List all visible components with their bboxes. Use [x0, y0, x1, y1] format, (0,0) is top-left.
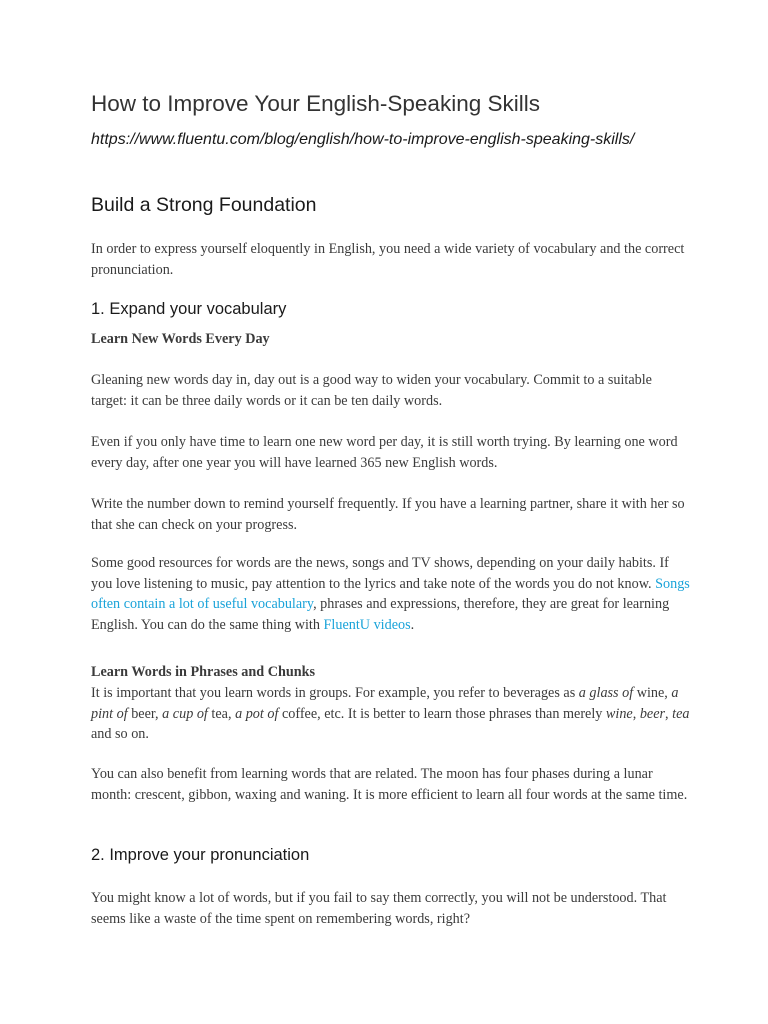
fluentu-videos-link[interactable]: FluentU videos [323, 616, 411, 633]
paragraph-one-word: Even if you only have time to learn one new word per day, it is still worth trying. By learning one word every day, after one year you will have learned 365 new English words. [91, 434, 678, 471]
paragraph-pronunciation: You might know a lot of words, but if you fail to say them correctly, you will not be understood. That seems like a waste of the time spent on remembering words, right? [91, 890, 667, 927]
paragraph-write-number: Write the number down to remind yourself frequently. If you have a learning partner, share it with her so that she can check on your progress. [91, 496, 685, 533]
section-heading: Build a Strong Foundation [91, 194, 317, 216]
source-url: https://www.fluentu.com/blog/english/how-to-improve-english-speaking-skills/ [91, 131, 635, 148]
step1-heading: 1. Expand your vocabulary [91, 300, 287, 318]
paragraph-gleaning: Gleaning new words day in, day out is a good way to widen your vocabulary. Commit to a suitable target: it can be three daily words or it can be ten daily words. [91, 372, 652, 409]
subheading-new-words: Learn New Words Every Day [91, 331, 270, 347]
paragraph-moon-phases: You can also benefit from learning words that are related. The moon has four phases during a lunar month: crescent, gibbon, waxing and waning. It is more efficient to learn all four words at the same time. [91, 766, 688, 803]
paragraph-groups: It is important that you learn words in groups. For example, you refer to beverages as a glass of wine, a pint of beer, a cup of tea, a pot of coffee, etc. It is better to learn those phrases than merely wine, beer, tea and so on. [91, 685, 690, 742]
step2-heading: 2. Improve your pronunciation [91, 846, 310, 864]
intro-paragraph: In order to express yourself eloquently in English, you need a wide variety of vocabulary and the correct pronunciation. [91, 241, 685, 278]
paragraph-resources: Some good resources for words are the news, songs and TV shows, depending on your daily habits. If you love listening to music, pay attention to the lyrics and take note of the words you do not know. Songs often contain a lot of useful vocabulary, phrases and expressions, therefore, they are great for learning English. You can do the same thing with FluentU videos. [91, 555, 690, 633]
page-title: How to Improve Your English-Speaking Skills [91, 91, 540, 116]
songs-vocabulary-link[interactable]: Songs often contain a lot of useful vocabulary [91, 575, 690, 612]
subheading-phrases-chunks: Learn Words in Phrases and Chunks [91, 664, 316, 680]
